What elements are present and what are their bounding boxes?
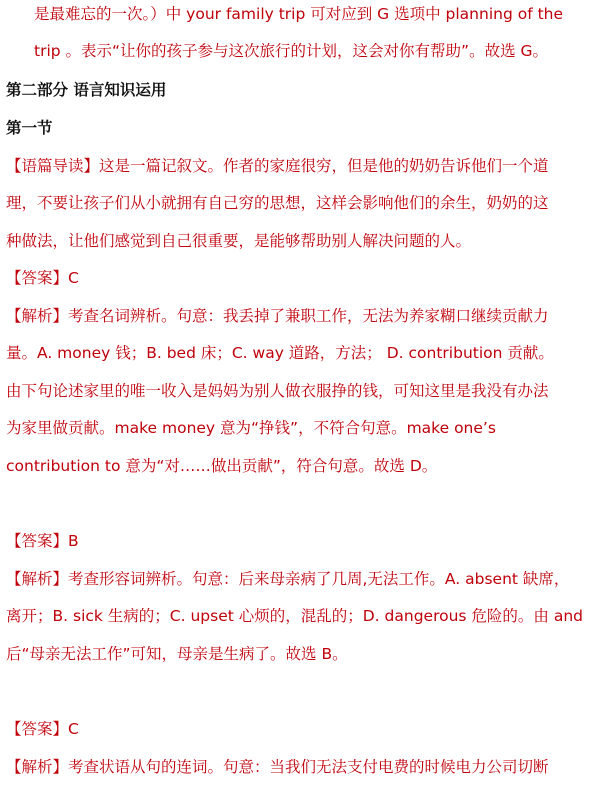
q41-analysis-line-1: 【解析】考查名词辨析。句意：我丢掉了兼职工作，无法为养家糊口继续贡献力 (6, 307, 549, 325)
q42-analysis-line-2: 离开；B. sick 生病的；C. upset 心烦的，混乱的；D. dangerous 危险的。由 and (6, 607, 584, 625)
q41-analysis-line-3: 由下句论述家里的唯一收入是妈妈为别人做衣服挣的钱，可知这里是我没有办法 (6, 382, 549, 400)
previous-answer-line-2: trip 。表示“让你的孩子参与这次旅行的计划，这会对你有帮助”。故选 G。 (34, 42, 549, 60)
passage-guide-line-1: 【语篇导读】这是一篇记叙文。作者的家庭很穷，但是他的奶奶告诉他们一个道 (6, 157, 549, 175)
section-one-heading: 第一节 (6, 119, 53, 137)
q41-analysis-line-2: 量。A. money 钱；B. bed 床；C. way 道路，方法； D. contribution 贡献。 (6, 344, 554, 362)
q42-analysis-line-3: 后“母亲无法工作”可知，母亲是生病了。故选 B。 (6, 645, 348, 663)
q41-answer: 【答案】C (6, 269, 79, 287)
part-two-heading: 第二部分 语言知识运用 (6, 81, 167, 99)
q43-answer: 【答案】C (6, 720, 79, 738)
q42-answer: 【答案】B (6, 532, 79, 550)
passage-guide-line-3: 种做法，让他们感觉到自己很重要，是能够帮助别人解决问题的人。 (6, 232, 472, 250)
passage-guide-line-2: 理，不要让孩子们从小就拥有自己穷的思想，这样会影响他们的余生，奶奶的这 (6, 194, 549, 212)
q41-analysis-line-4: 为家里做贡献。make money 意为“挣钱”，不符合句意。make one’s (6, 419, 496, 437)
q41-analysis-line-5: contribution to 意为“对……做出贡献”，符合句意。故选 D。 (6, 457, 438, 475)
previous-answer-line-1: 是最难忘的一次。）中 your family trip 可对应到 G 选项中 planning of the (34, 5, 564, 23)
q43-analysis-line-1: 【解析】考查状语从句的连词。句意：当我们无法支付电费的时候电力公司切断 (6, 758, 549, 776)
q42-analysis-line-1: 【解析】考查形容词辨析。句意：后来母亲病了几周,无法工作。A. absent 缺席， (6, 570, 570, 588)
